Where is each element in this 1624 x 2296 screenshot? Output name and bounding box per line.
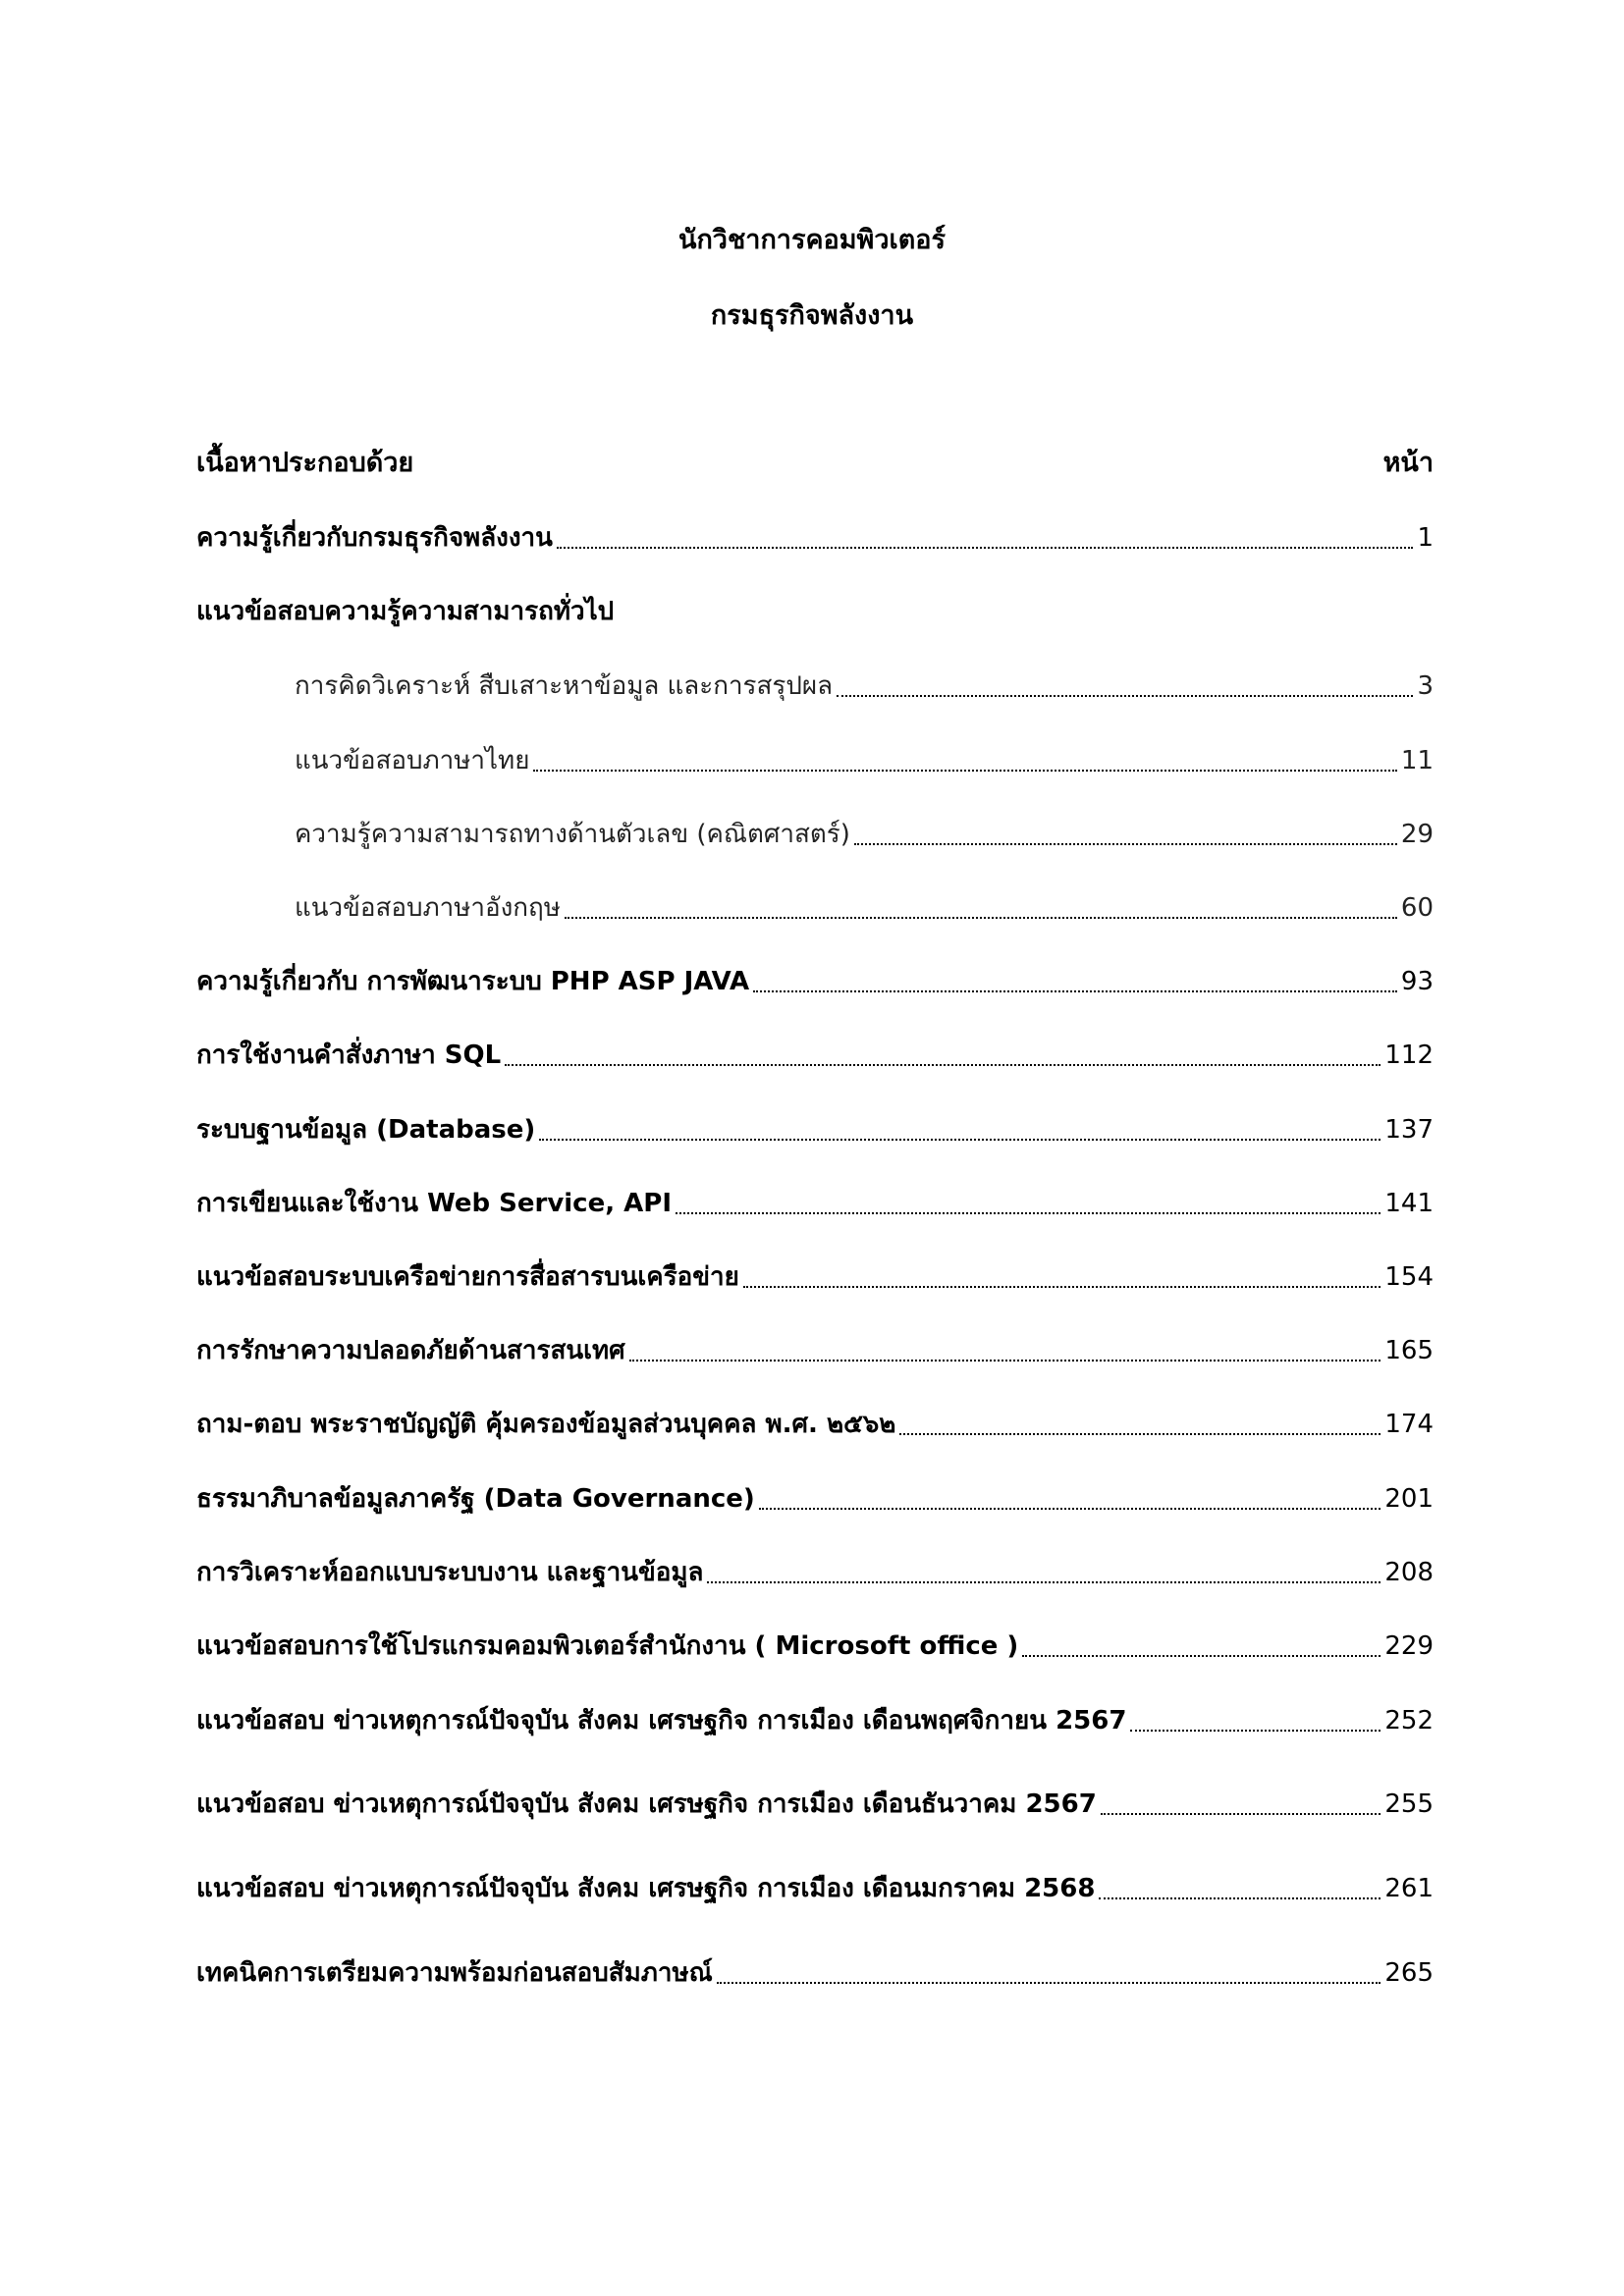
dot-leader	[837, 695, 1413, 697]
toc-entry-page: 229	[1384, 1631, 1434, 1661]
dot-leader	[759, 1508, 1381, 1510]
toc-subentry	[295, 815, 1434, 854]
toc-entry-text: การเขียนและใช้งาน Web Service, API	[196, 1189, 673, 1218]
dot-leader	[565, 917, 1397, 919]
dot-leader	[676, 1212, 1380, 1214]
toc-entry-text: แนวข้อสอบระบบเครือข่ายการสื่อสารบนเครือข่าย	[196, 1262, 739, 1292]
toc-entry-text: แนวข้อสอบ ข่าวเหตุการณ์ปัจจุบัน สังคม เศรษฐกิจ การเมือง เดือนมกราคม 2568	[196, 1874, 1096, 1903]
dot-leader	[743, 1286, 1380, 1288]
toc-entry-page: 1	[1417, 523, 1434, 553]
toc-entry-page: 60	[1400, 893, 1434, 923]
toc-entry	[196, 1953, 1434, 1993]
dot-leader	[1099, 1897, 1380, 1899]
toc-entry	[196, 1701, 1434, 1740]
dot-leader	[753, 990, 1397, 992]
toc-subentry	[295, 667, 1434, 706]
dot-leader	[557, 547, 1414, 549]
toc-entry-text: แนวข้อสอบการใช้โปรแกรมคอมพิวเตอร์สำนักงาน ( Microsoft office )	[196, 1631, 1019, 1661]
dot-leader	[854, 843, 1397, 845]
dot-leader	[539, 1139, 1380, 1141]
toc-entry-text: แนวข้อสอบความรู้ความสามารถทั่วไป	[196, 597, 615, 626]
toc-entry-page: 137	[1384, 1115, 1434, 1145]
toc-entry-page: 3	[1417, 671, 1434, 701]
toc-entry	[196, 962, 1434, 1001]
toc-entry-page: 252	[1384, 1706, 1434, 1735]
toc-entry	[196, 1036, 1434, 1075]
toc-entry	[196, 1553, 1434, 1592]
toc-entry-text: การวิเคราะห์ออกแบบระบบงาน และฐานข้อมูล	[196, 1558, 704, 1587]
toc-subentry	[295, 888, 1434, 928]
toc-entry-page: 93	[1400, 967, 1434, 996]
dot-leader	[1022, 1655, 1380, 1657]
toc-entry-text: แนวข้อสอบภาษาอังกฤษ	[295, 893, 561, 923]
toc-entry-page: 255	[1384, 1789, 1434, 1819]
toc-entry	[196, 1785, 1434, 1824]
toc-header	[196, 444, 1434, 483]
toc-entry	[196, 1110, 1434, 1149]
toc-entry-text: เทคนิคการเตรียมความพร้อมก่อนสอบสัมภาษณ์	[196, 1958, 713, 1988]
toc-entry-page: 201	[1384, 1484, 1434, 1514]
toc-header-label: เนื้อหาประกอบด้วย	[196, 448, 414, 478]
toc-entry	[196, 1405, 1434, 1444]
dot-leader	[505, 1064, 1380, 1066]
toc-entry-text: ความรู้ความสามารถทางด้านตัวเลข (คณิตศาสตร์)	[295, 820, 850, 849]
toc-entry	[196, 1331, 1434, 1370]
toc-entry-text: การใช้งานคำสั่งภาษา SQL	[196, 1041, 502, 1070]
toc-entry-page: 265	[1384, 1958, 1434, 1988]
dot-leader	[533, 770, 1396, 772]
toc-entry-text: การคิดวิเคราะห์ สืบเสาะหาข้อมูล และการสรุปผล	[295, 671, 834, 701]
toc-entry	[196, 1869, 1434, 1908]
toc-entry	[196, 1479, 1434, 1519]
toc-entry-text: ความรู้เกี่ยวกับ การพัฒนาระบบ PHP ASP JAVA	[196, 967, 750, 996]
toc-entry	[196, 1257, 1434, 1297]
toc-entry-text: ความรู้เกี่ยวกับกรมธุรกิจพลังงาน	[196, 523, 553, 553]
toc-entry-text: ธรรมาภิบาลข้อมูลภาครัฐ (Data Governance)	[196, 1484, 755, 1514]
toc-entry-page: 141	[1384, 1189, 1434, 1218]
toc-entry-text: แนวข้อสอบ ข่าวเหตุการณ์ปัจจุบัน สังคม เศรษฐกิจ การเมือง เดือนพฤศจิกายน 2567	[196, 1706, 1127, 1735]
toc-entry	[196, 1184, 1434, 1223]
dot-leader	[899, 1433, 1380, 1435]
toc-entry-page: 112	[1384, 1041, 1434, 1070]
dot-leader	[629, 1360, 1381, 1362]
document-subtitle: กรมธุรกิจพลังงาน	[710, 300, 914, 331]
toc-entry-page: 11	[1400, 746, 1434, 775]
dot-leader	[1101, 1813, 1381, 1815]
toc-entry-page: 261	[1384, 1874, 1434, 1903]
toc-entry-text: การรักษาความปลอดภัยด้านสารสนเทศ	[196, 1336, 625, 1365]
toc-entry-page: 174	[1384, 1410, 1434, 1439]
toc-entry-page: 154	[1384, 1262, 1434, 1292]
toc-entry-text: แนวข้อสอบภาษาไทย	[295, 746, 530, 775]
toc-section-heading	[196, 592, 1434, 631]
toc-entry	[196, 1627, 1434, 1666]
dot-leader	[1130, 1730, 1380, 1732]
toc-entry	[196, 518, 1434, 558]
toc-entry-page: 29	[1400, 820, 1434, 849]
toc-entry-text: แนวข้อสอบ ข่าวเหตุการณ์ปัจจุบัน สังคม เศรษฐกิจ การเมือง เดือนธันวาคม 2567	[196, 1789, 1097, 1819]
dot-leader	[707, 1581, 1380, 1583]
toc-entry-page: 208	[1384, 1558, 1434, 1587]
toc-entry-page: 165	[1384, 1336, 1434, 1365]
document-title: นักวิชาการคอมพิวเตอร์	[678, 225, 946, 255]
toc-header-page-label: หน้า	[1382, 448, 1434, 478]
dot-leader	[717, 1982, 1381, 1984]
toc-subentry	[295, 741, 1434, 780]
toc-entry-text: ระบบฐานข้อมูล (Database)	[196, 1115, 536, 1145]
toc-entry-text: ถาม-ตอบ พระราชบัญญัติ คุ้มครองข้อมูลส่วนบุคคล พ.ศ. ๒๕๖๒	[196, 1410, 896, 1439]
